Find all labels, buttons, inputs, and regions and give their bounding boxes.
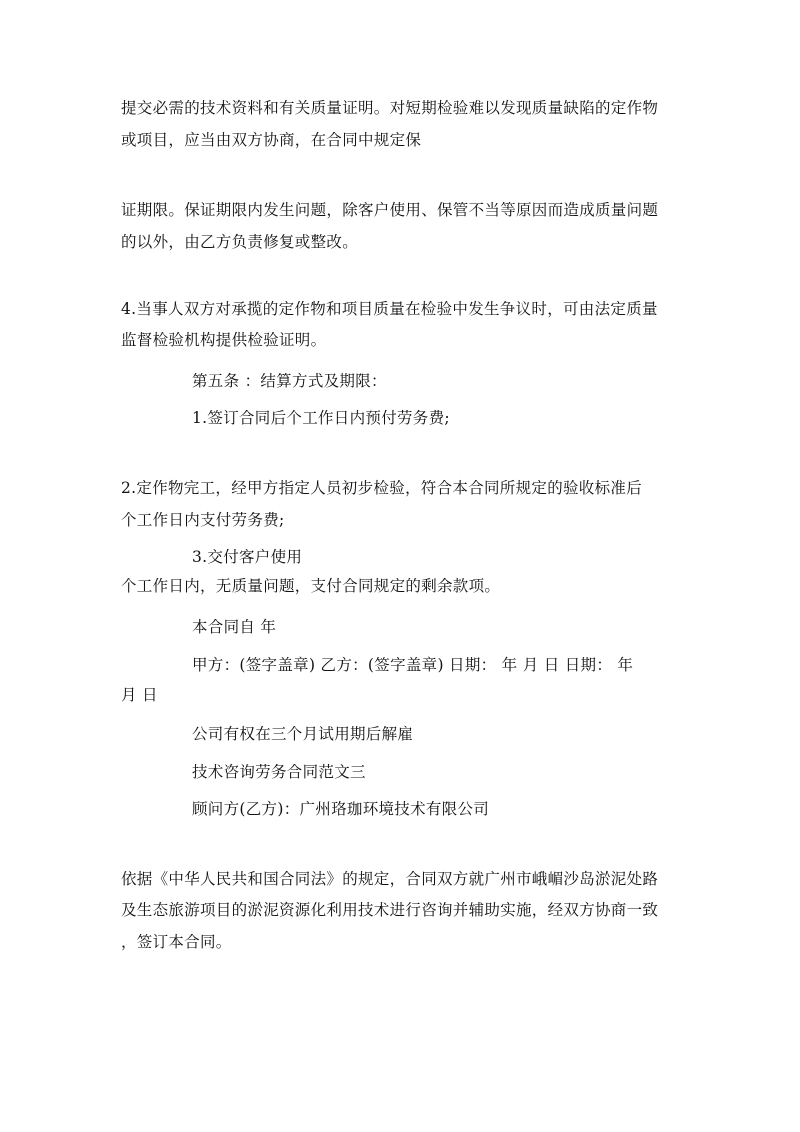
paragraph-line: 依据《中华人民共和国合同法》的规定，合同双方就广州市峨嵋沙岛淤泥处路 <box>121 870 659 888</box>
paragraph-line: 本合同自 年 <box>192 618 277 636</box>
paragraph-line: 个工作日内，无质量问题，支付合同规定的剩余款项。 <box>121 577 501 595</box>
paragraph-line: 证期限。保证期限内发生问题，除客户使用、保管不当等原因而造成质量问题 <box>121 201 659 219</box>
list-item: 3.交付客户使用 <box>192 548 303 566</box>
signature-line: 月 日 <box>121 686 158 704</box>
paragraph-line: 及生态旅游项目的淤泥资源化利用技术进行咨询并辅助实施，经双方协商一致 <box>121 901 659 919</box>
paragraph-line: 监督检验机构提供检验证明。 <box>121 331 327 349</box>
section-heading: 第五条 ：结算方式及期限： <box>192 372 387 390</box>
list-item: 2.定作物完工，经甲方指定人员初步检验，符合本合同所规定的验收标准后 <box>121 479 642 497</box>
paragraph-line: 个工作日内支付劳务费; <box>121 511 285 529</box>
list-item: 1.签订合同后个工作日内预付劳务费; <box>192 409 450 427</box>
paragraph-line: 的以外，由乙方负责修复或整改。 <box>121 233 359 251</box>
paragraph-line: 或项目，应当由双方协商，在合同中规定保 <box>121 131 422 149</box>
paragraph-line: 公司有权在三个月试用期后解雇 <box>192 725 414 743</box>
document-title: 技术咨询劳务合同范文三 <box>192 763 366 781</box>
paragraph-line: 4.当事人双方对承揽的定作物和项目质量在检验中发生争议时，可由法定质量 <box>121 300 658 318</box>
party-line: 顾问方(乙方)：广州珞珈环境技术有限公司 <box>192 800 490 818</box>
paragraph-line: ，签订本合同。 <box>121 933 232 951</box>
signature-line: 甲方：(签字盖章) 乙方：(签字盖章) 日期： 年 月 日 日期： 年 <box>192 656 634 674</box>
paragraph-line: 提交必需的技术资料和有关质量证明。对短期检验难以发现质量缺陷的定作物 <box>121 99 659 117</box>
